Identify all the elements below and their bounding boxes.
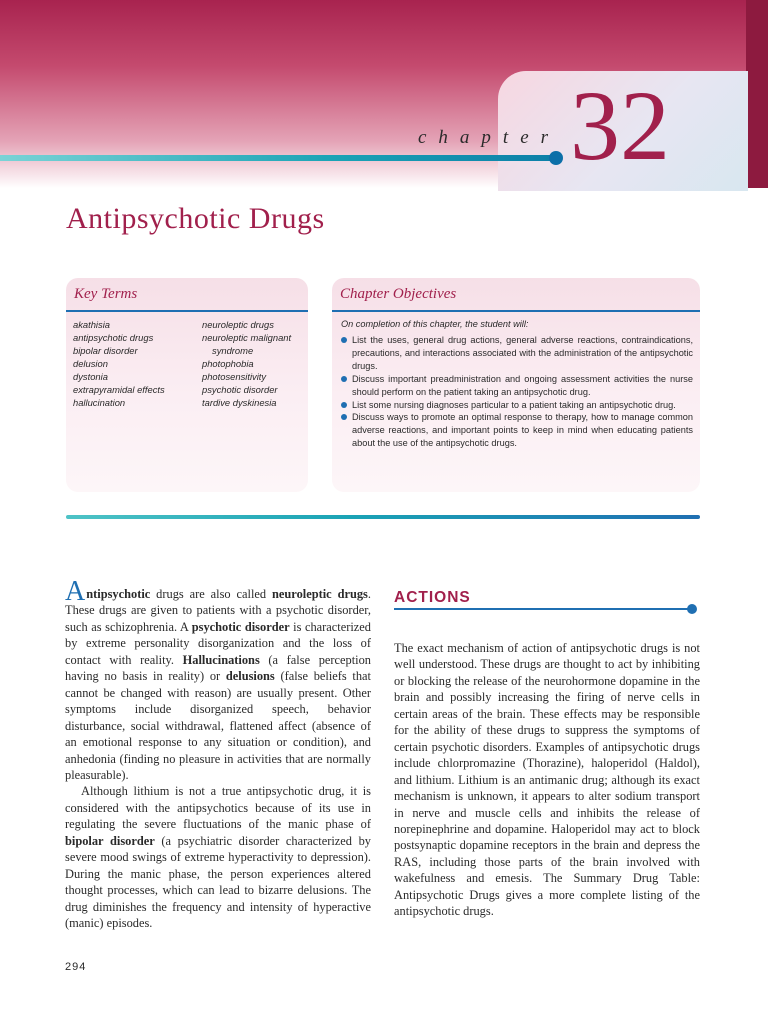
key-terms-column-2 [202, 318, 291, 409]
term-bold: neuroleptic drugs [272, 587, 368, 601]
actions-heading: ACTIONS [394, 589, 471, 606]
key-terms-heading: Key Terms [74, 286, 138, 302]
chapter-line [0, 155, 556, 161]
objective-item [341, 411, 693, 450]
key-term: extrapyramidal effects [73, 384, 165, 395]
objectives-list [341, 334, 693, 450]
term-bold: delusions [225, 669, 275, 684]
bullet-icon [341, 337, 347, 343]
section-divider [66, 515, 700, 519]
key-terms-column-1 [73, 318, 165, 409]
key-term: photosensitivity [202, 371, 267, 382]
header-right-strip [746, 0, 768, 188]
bullet-icon [341, 376, 347, 382]
objective-text: Discuss important preadministration and ongoing assessment activities the nurse should perform on the patient taking an antipsychotic drug. [352, 373, 693, 397]
body-text: . These drugs are given to patients with a psychotic disorder, such as schizophrenia. A [65, 587, 371, 634]
key-term: dystonia [73, 371, 108, 382]
objective-text: Discuss ways to promote an optimal response to therapy, how to manage common adverse reactions, and important points to keep in mind when educating patients about the use of the antipsychotic drugs. [352, 412, 693, 449]
term-bold: ntipsychotic [86, 587, 151, 601]
chapter-number: 32 [570, 70, 670, 181]
body-text: drugs are also called [150, 587, 273, 601]
objective-text: List some nursing diagnoses particular to a patient taking an antipsychotic drug. [352, 399, 676, 410]
actions-rule [394, 608, 691, 610]
body-text: (a psychiatric disorder characterized by severe mood swings of extreme hyperactivity to depression). During the manic phase, the person experiences altered thought processes, which can lead to bizarre delusions. The drug diminishes the frequency and intensity of hyperactive (manic) episodes. [65, 833, 371, 931]
key-terms-rule [66, 310, 308, 312]
key-term: bipolar disorder [73, 345, 138, 356]
actions-column [394, 640, 700, 920]
objectives-intro: On completion of this chapter, the student will: [341, 319, 529, 329]
page-number: 294 [65, 961, 87, 973]
intro-paragraph-1 [65, 576, 371, 783]
key-term: photophobia [202, 358, 254, 369]
actions-rule-dot [687, 604, 697, 614]
body-text: (false beliefs that cannot be changed with reason) are usually present. Other symptoms include disorganized speech, behavior disturbance, social withdrawal, flattened affect (absence of an emotional response to any situation or condition), and anhedonia (finding no pleasure in activities that are normally pleasurable). [65, 669, 371, 782]
page-title: Antipsychotic Drugs [66, 202, 325, 235]
key-terms-box [66, 278, 308, 492]
drop-cap: A [65, 576, 86, 607]
chapter-line-dot [549, 151, 563, 165]
chapter-objectives-rule [332, 310, 700, 312]
chapter-objectives-box [332, 278, 700, 492]
body-text: is characterized by extreme personality disorganization and the loss of contact with reality. [65, 619, 371, 667]
term-bold: psychotic disorder [191, 619, 290, 634]
body-text: (a false perception having no basis in reality) or [65, 652, 371, 684]
objective-item [341, 334, 693, 373]
key-term: tardive dyskinesia [202, 397, 277, 408]
chapter-label: chapter [418, 127, 561, 148]
term-bold: bipolar disorder [65, 833, 155, 848]
key-term: hallucination [73, 397, 126, 408]
actions-paragraph: The exact mechanism of action of antipsychotic drugs is not well understood. These drugs are thought to act by inhibiting or blocking the release of the neurohormone dopamine in the brain and possibly increasing the firing of nerve cells in certain areas of the brain. These effects may be responsible for the ability of these drugs to suppress the symptoms of certain psychotic disorders. Examples of antipsychotic drugs include chlorpromazine (Thorazine), haloperidol (Haldol), and lithium. Lithium is an antimanic drug; although its exact mechanism is unknown, it appears to alter sodium transport in nerve and muscle cells and inhibits the release of norepinephrine and dopamine. Haloperidol may act to block postsynaptic dopamine receptors in the brain and depress the RAS, including those parts of the brain involved with wakefulness and emesis. The Summary Drug Table: Antipsychotic Drugs gives a more complete listing of the antipsychotic drugs. [394, 641, 700, 919]
intro-paragraph-2 [65, 783, 371, 931]
objective-text: List the uses, general drug actions, general adverse reactions, contraindications, precautions, and interactions associated with the administration of the antipsychotic drugs. [352, 335, 693, 371]
bullet-icon [341, 414, 347, 420]
key-term: akathisia [73, 319, 111, 330]
term-bold: Hallucinations [182, 652, 260, 667]
key-term: neuroleptic drugs [202, 319, 274, 330]
body-text: Although lithium is not a true antipsychotic drug, it is considered with the antipsychotics because of its use in regulating the severe fluctuations of the manic phase of [65, 784, 371, 832]
intro-column [65, 576, 371, 932]
objective-item [341, 373, 693, 399]
chapter-objectives-heading: Chapter Objectives [340, 286, 457, 302]
key-term: delusion [73, 358, 108, 369]
key-term: syndrome [212, 345, 254, 356]
key-term: antipsychotic drugs [73, 332, 154, 343]
key-term: psychotic disorder [202, 384, 278, 395]
key-term: neuroleptic malignant [202, 332, 292, 343]
objective-item [341, 399, 693, 412]
bullet-icon [341, 402, 347, 408]
